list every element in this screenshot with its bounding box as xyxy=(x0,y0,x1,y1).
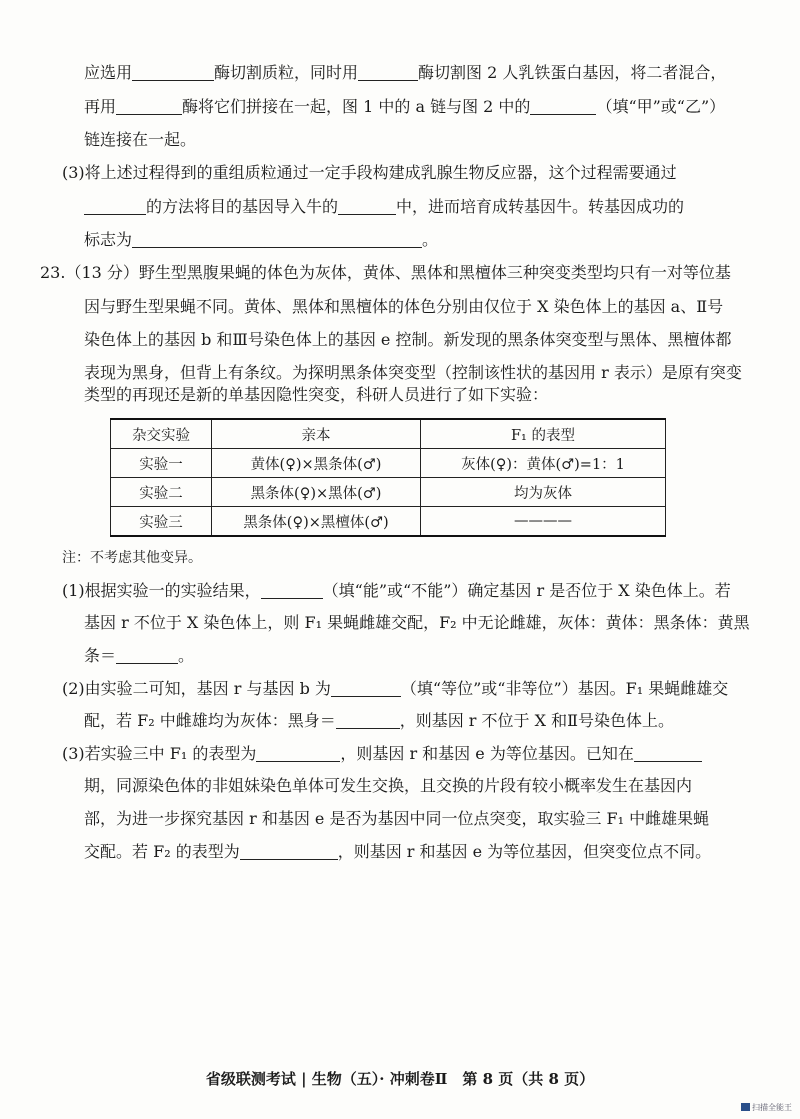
q23-part1-line-1: (1)根据实验一的实验结果， （填“能”或“不能”）确定基因 r 是否位于 X 染色体上。若 xyxy=(62,581,731,600)
answer-blank[interactable] xyxy=(331,680,401,697)
q23-part2-line-1: (2)由实验二可知，基因 r 与基因 b 为 （填“等位”或“非等位”）基因。F₁ 果蝇雌雄交 xyxy=(62,679,729,698)
table-cell: ———— xyxy=(421,507,666,537)
q23-part3-line-4: 交配。若 F₂ 的表型为 ，则基因 r 和基因 e 为等位基因，但突变位点不同。 xyxy=(84,842,712,861)
table-row xyxy=(111,449,666,478)
table-cell: 实验二 xyxy=(111,478,212,507)
q23-part1-line-2: 基因 r 不位于 X 染色体上，则 F₁ 果蝇雌雄交配，F₂ 中无论雌雄，灰体：黄体：黑条体：黄黑 xyxy=(84,613,750,632)
q23-part3-line-2: 期，同源染色体的非姐妹染色单体可发生交换，且交换的片段有较小概率发生在基因内 xyxy=(84,776,693,795)
answer-blank[interactable] xyxy=(132,231,422,248)
q23-stem-line-3: 染色体上的基因 b 和Ⅲ号染色体上的基因 e 控制。新发现的黑条体突变型与黑体、黑檀体都 xyxy=(84,330,732,349)
table-cell: 黑条体(♀)×黑檀体(♂) xyxy=(212,507,421,537)
q22-part3-line-1: (3)将上述过程得到的重组质粒通过一定手段构建成乳腺生物反应器，这个过程需要通过 xyxy=(62,163,677,182)
table-header: F₁ 的表型 xyxy=(421,419,666,449)
q22-line-1: 应选用 酶切割质粒，同时用 酶切割图 2 人乳铁蛋白基因，将二者混合， xyxy=(84,63,727,82)
scanner-logo-icon xyxy=(741,1103,750,1111)
note: 注：不考虑其他变异。 xyxy=(62,550,202,566)
q23-stem-line-4: 表现为黑身，但背上有条纹。为探明黑条体突变型（控制该性状的基因用 r 表示）是原有突变 xyxy=(84,363,742,382)
q23-stem-line-5: 类型的再现还是新的单基因隐性突变，科研人员进行了如下实验： xyxy=(84,385,549,404)
q23-stem-line-1: 23.（13 分）野生型黑腹果蝇的体色为灰体，黄体、黑体和黑檀体三种突变类型均只有一对等位基 xyxy=(40,263,731,282)
q23-part3-line-3: 部，为进一步探究基因 r 和基因 e 是否为基因中同一位点突变，取实验三 F₁ 中雌雄果蝇 xyxy=(84,809,710,828)
answer-blank[interactable] xyxy=(261,582,323,599)
q23-part2-line-2: 配，若 F₂ 中雌雄均为灰体：黑身＝ ，则基因 r 不位于 X 和Ⅱ号染色体上。 xyxy=(84,711,674,730)
table-row xyxy=(111,507,666,537)
table-cell: 实验三 xyxy=(111,507,212,537)
answer-blank[interactable] xyxy=(132,64,214,81)
table-cell: 灰体(♀)：黄体(♂)=1：1 xyxy=(421,449,666,478)
table-cell: 黄体(♀)×黑条体(♂) xyxy=(212,449,421,478)
q22-part3-line-2: 的方法将目的基因导入牛的 中，进而培育成转基因牛。转基因成功的 xyxy=(84,196,684,218)
answer-blank[interactable] xyxy=(338,198,396,215)
experiment-table xyxy=(110,418,666,537)
table-header: 亲本 xyxy=(212,419,421,449)
q22-part3-line-3: 标志为 。 xyxy=(84,230,439,249)
answer-blank[interactable] xyxy=(240,843,338,860)
answer-blank[interactable] xyxy=(116,98,182,115)
q22-line-2: 再用 酶将它们拼接在一起，图 1 中的 a 链与图 2 中的 （填“甲”或“乙”） xyxy=(84,97,726,116)
q23-stem-line-2: 因与野生型果蝇不同。黄体、黑体和黑檀体的体色分别由仅位于 X 染色体上的基因 a、Ⅱ号 xyxy=(84,297,724,316)
answer-blank[interactable] xyxy=(84,198,146,215)
answer-blank[interactable] xyxy=(336,712,400,729)
answer-blank[interactable] xyxy=(634,745,702,762)
q23-part3-line-1: (3)若实验三中 F₁ 的表型为 ，则基因 r 和基因 e 为等位基因。已知在 xyxy=(62,743,702,765)
answer-blank[interactable] xyxy=(116,647,178,664)
answer-blank[interactable] xyxy=(256,745,340,762)
table-cell: 实验一 xyxy=(111,449,212,478)
page-footer: 省级联测考试 | 生物（五）· 冲刺卷Ⅱ 第 8 页（共 8 页） xyxy=(205,1070,595,1088)
table-cell: 黑条体(♀)×黑体(♂) xyxy=(212,478,421,507)
answer-blank[interactable] xyxy=(530,98,596,115)
q23-part1-line-3: 条＝ 。 xyxy=(84,646,195,665)
answer-blank[interactable] xyxy=(358,64,418,81)
table-cell: 均为灰体 xyxy=(421,478,666,507)
scanner-watermark: 扫描全能王 xyxy=(741,1102,792,1113)
table-header-row xyxy=(111,419,666,449)
table-header: 杂交实验 xyxy=(111,419,212,449)
q22-line-3: 链连接在一起。 xyxy=(84,130,197,149)
table-row xyxy=(111,478,666,507)
